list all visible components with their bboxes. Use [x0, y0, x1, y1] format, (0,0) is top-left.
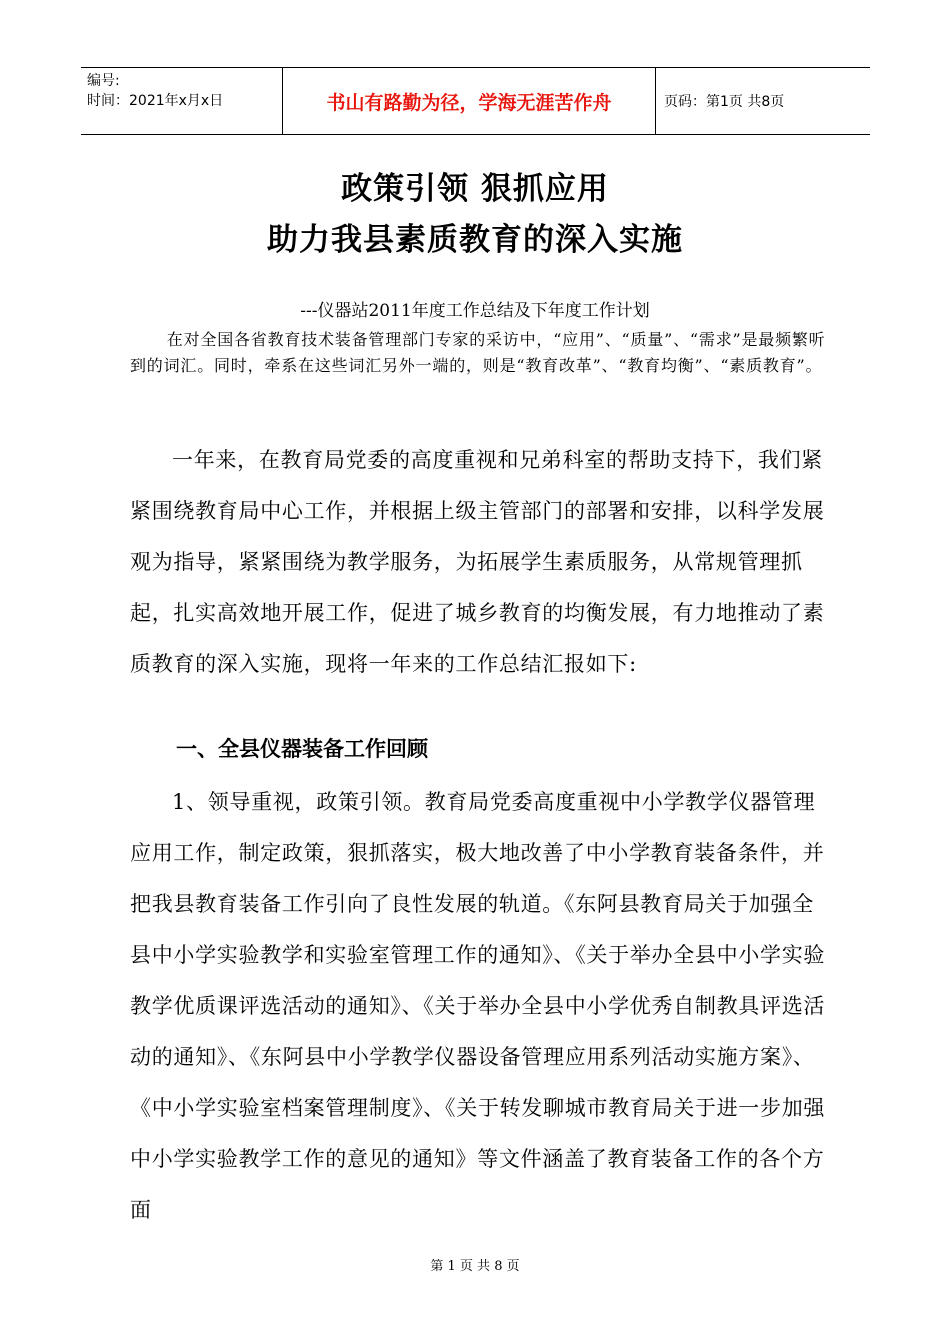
- paragraph-2-text: 1、领导重视，政策引领。教育局党委高度重视中小学教学仪器管理应用工作，制定政策，狠抓落实，极大地改善了中小学教育装备条件，并把我县教育装备工作引向了良性发展的轨道。《东阿县教育局关于加强全县中小学实验教学和实验室管理工作的通知》、《关于举办全县中小学实验教学优质课评选活动的通知》、《关于举办全县中小学优秀自制教具评选活动的通知》、《东阿县中小学教学仪器设备管理应用系列活动实施方案》、《中小学实验室档案管理制度》、《关于转发聊城市教育局关于进一步加强中小学实验教学工作的意见的通知》等文件涵盖了教育装备工作的各个方面: [130, 790, 826, 1222]
- header-meta: [81, 68, 283, 134]
- intro-text: 在对全国各省教育技术装备管理部门专家的采访中，“应用”、“质量”、“需求”是最频繁听到的词汇。同时，牵系在这些词汇另外一端的，则是“教育改革”、“教育均衡”、“素质教育”。: [130, 330, 826, 375]
- page-header: [81, 67, 870, 135]
- header-page-number: 页码：第1页 共8页: [664, 94, 785, 110]
- body-paragraph-1: [130, 435, 833, 690]
- header-motto: 书山有路勤为径，学海无涯苦作舟: [283, 68, 656, 134]
- subtitle: ---仪器站2011年度工作总结及下年度工作计划: [300, 301, 650, 321]
- section-heading-1: 一、全县仪器装备工作回顾: [176, 737, 428, 761]
- body-paragraph-2: [130, 777, 833, 1236]
- page-footer: 第 1 页 共 8 页: [430, 1259, 520, 1274]
- document-time-label: 时间：2021年x月x日: [87, 93, 224, 109]
- paragraph-1-text: 一年来，在教育局党委的高度重视和兄弟科室的帮助支持下，我们紧紧围绕教育局中心工作，并根据上级主管部门的部署和安排，以科学发展观为指导，紧紧围绕为教学服务，为拓展学生素质服务，从常规管理抓起，扎实高效地开展工作，促进了城乡教育的均衡发展，有力地推动了素质教育的深入实施，现将一年来的工作总结汇报如下:: [130, 448, 825, 676]
- title-line-1: 政策引领 狠抓应用: [341, 171, 609, 207]
- document-number-label: 编号:: [87, 73, 120, 89]
- title-line-2: 助力我县素质教育的深入实施: [267, 222, 683, 258]
- intro-paragraph: [130, 327, 830, 379]
